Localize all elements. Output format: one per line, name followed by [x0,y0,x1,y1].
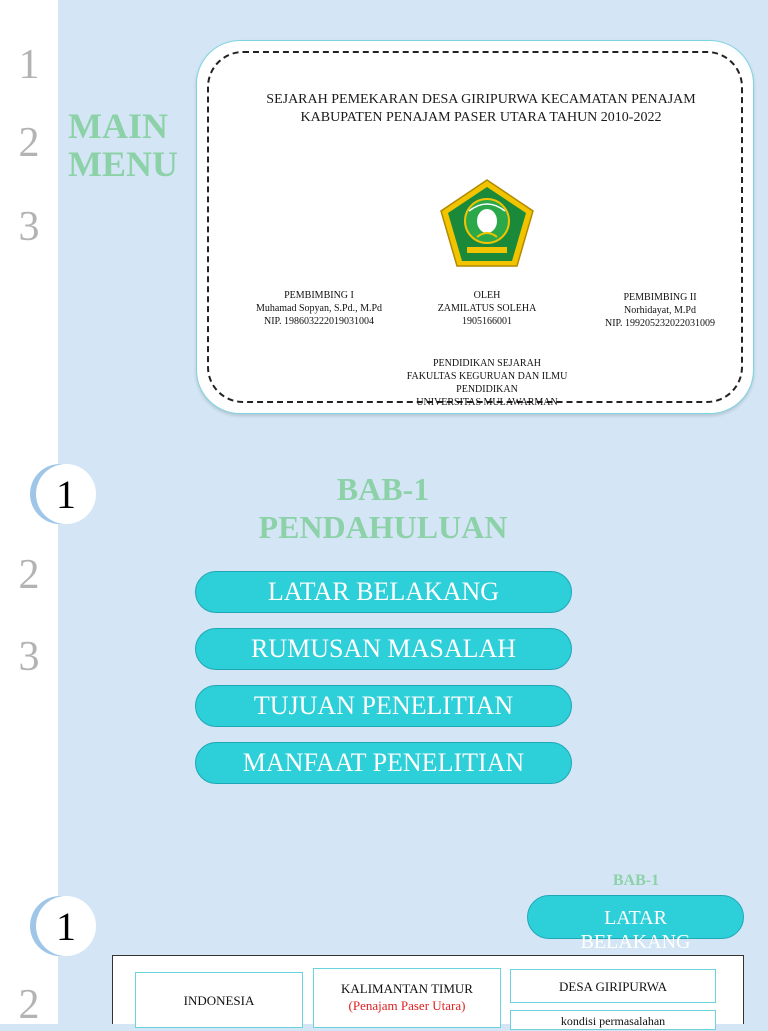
author-nim: 1905166001 [462,316,512,327]
kalimantan-timur-box [313,968,501,1028]
penajam-paser-utara-label: (Penajam Paser Utara) [348,997,466,1013]
manfaat-penelitian-button[interactable]: MANFAAT PENELITIAN [195,742,572,784]
desa-giripurwa-box [510,969,716,1003]
slide-number-2[interactable]: 2 [18,120,40,166]
university-seal-icon [437,177,537,269]
slide-number-3[interactable]: 3 [18,634,40,680]
kondisi-permasalahan-box [510,1010,716,1030]
main-menu-title [68,108,178,184]
thesis-title-line1: SEJARAH PEMEKARAN DESA GIRIPURWA KECAMATAN PENAJAM [266,92,696,107]
latar-belakang-line2: BELAKANG [580,931,691,953]
institution-line1: PENDIDIKAN SEJARAH [432,358,542,369]
title-card-dashed-border [207,51,743,408]
bab-1-label: BAB-1 [336,471,430,507]
pembimbing-2-nip: NIP. 199205232022031009 [604,318,715,329]
bab-1-small-label: BAB-1 [612,872,660,889]
main-menu-line2: MENU [68,143,178,184]
latar-belakang-line1: LATAR [604,907,667,929]
slide-number-1[interactable]: 1 [18,42,40,88]
rumusan-masalah-button[interactable]: RUMUSAN MASALAH [195,628,572,670]
context-diagram-panel [112,955,744,1028]
main-menu-line1: MAIN [68,106,168,146]
thesis-title-line2: KABUPATEN PENAJAM PASER UTARA TAHUN 2010-2022 [300,110,662,126]
institution-line2: FAKULTAS KEGURUAN DAN ILMU [406,371,568,382]
thesis-title [229,91,733,127]
slide-number-1-active[interactable]: 1 [36,896,96,956]
slide-number-3[interactable]: 3 [18,204,40,250]
pembimbing-2-block [571,291,749,330]
pembimbing-1-label: PEMBIMBING I [284,290,354,301]
institution-line3: PENDIDIKAN [456,384,518,395]
slide-number-1-active[interactable]: 1 [36,464,96,524]
indonesia-label: INDONESIA [183,993,255,1008]
slide-number-2[interactable]: 2 [18,982,40,1028]
title-card [196,40,754,414]
author-label: OLEH [473,290,501,301]
bab-1-title [236,470,530,547]
desa-giripurwa-label: DESA GIRIPURWA [559,979,667,994]
pembimbing-1-block [239,289,399,328]
slide-number-2[interactable]: 2 [18,552,40,598]
latar-belakang-button[interactable]: LATAR BELAKANG [195,571,572,613]
author-block [419,289,555,328]
pembimbing-1-name: Muhamad Sopyan, S.Pd., M.Pd [255,303,383,314]
tujuan-penelitian-button[interactable]: TUJUAN PENELITIAN [195,685,572,727]
bab-1-heading: PENDAHULUAN [258,509,508,546]
latar-belakang-small-button[interactable] [527,895,744,953]
pembimbing-2-label: PEMBIMBING II [623,292,697,303]
institution-block [387,357,587,409]
kalimantan-timur-label: KALIMANTAN TIMUR [341,981,473,996]
institution-line4: UNIVERSITAS MULAWARMAN [416,397,558,408]
author-name: ZAMILATUS SOLEHA [437,303,537,314]
pembimbing-1-nip: NIP. 198603222019031004 [263,316,374,327]
indonesia-box [135,972,303,1028]
kondisi-permasalahan-label: kondisi permasalahan [560,1014,666,1028]
pembimbing-2-name: Norhidayat, M.Pd [624,305,696,316]
